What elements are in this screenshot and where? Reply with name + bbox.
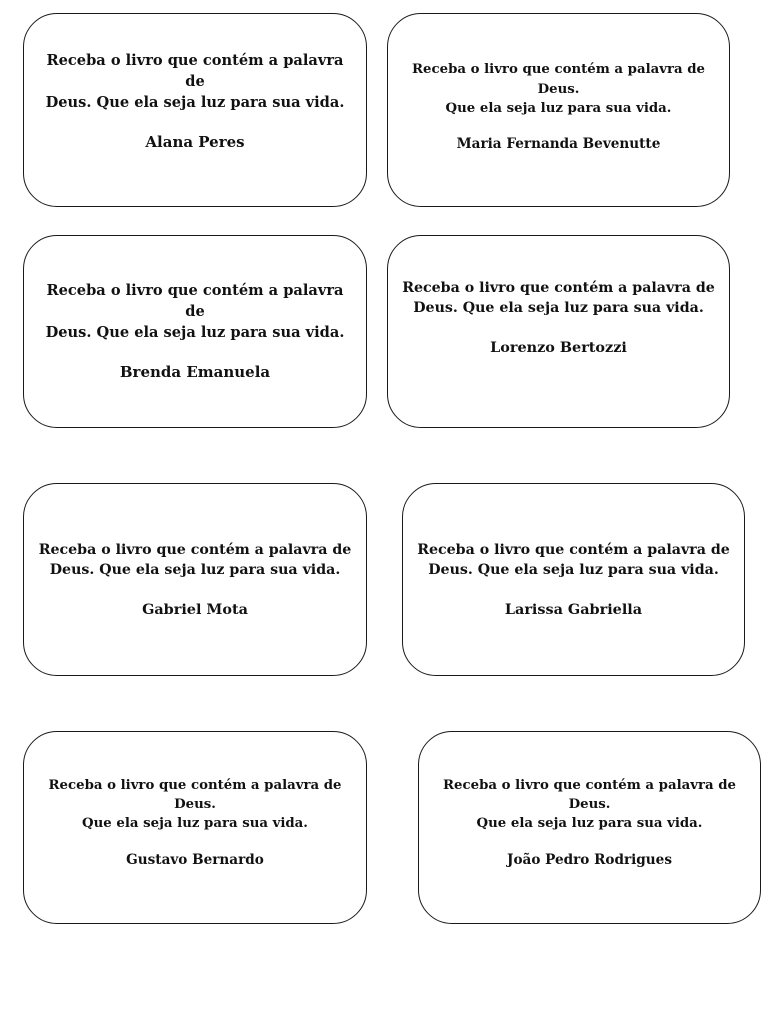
card-message <box>39 540 352 581</box>
card-recipient-name: Lorenzo Bertozzi <box>490 338 627 356</box>
card-message-line-1: Receba o livro que contém a palavra de Deus. <box>412 62 705 97</box>
gift-card-maria-fernanda-bevenutte <box>387 13 730 207</box>
card-message-line-1: Receba o livro que contém a palavra de Deus. <box>48 777 342 813</box>
gift-card-brenda-emanuela <box>23 235 367 428</box>
card-message-line-1: Receba o livro que contém a palavra de <box>46 282 344 321</box>
card-message-line-2: Que ela seja luz para sua vida. <box>82 816 308 832</box>
card-message-line-2: Que ela seja luz para sua vida. <box>445 100 672 116</box>
gift-card-larissa-gabriella <box>402 483 745 676</box>
card-message <box>38 50 352 113</box>
card-message-line-1: Receba o livro que contém a palavra de Deus. <box>443 777 736 813</box>
card-message-line-2: Deus. Que ela seja luz para sua vida. <box>49 562 341 579</box>
gift-card-gabriel-mota <box>23 483 367 676</box>
card-message-line-2: Deus. Que ela seja luz para sua vida. <box>428 562 719 579</box>
card-message-line-1: Receba o livro que contém a palavra de <box>402 279 715 296</box>
card-message-line-2: Que ela seja luz para sua vida. <box>476 816 703 832</box>
gift-card-lorenzo-bertozzi <box>387 235 730 428</box>
card-recipient-name: Larissa Gabriella <box>504 600 643 618</box>
card-message <box>417 540 730 581</box>
card-message <box>402 278 715 319</box>
card-recipient-name: Alana Peres <box>145 132 245 151</box>
card-message <box>433 776 746 834</box>
card-recipient-name: Brenda Emanuela <box>119 363 271 382</box>
card-recipient-name: Gabriel Mota <box>142 600 248 618</box>
card-message-line-1: Receba o livro que contém a palavra de <box>417 541 730 558</box>
gift-card-alana-peres <box>23 13 367 207</box>
card-message-line-2: Deus. Que ela seja luz para sua vida. <box>413 300 704 317</box>
gift-card-joao-pedro-rodrigues <box>418 731 761 924</box>
card-message <box>402 60 715 118</box>
card-message <box>38 776 352 834</box>
card-message-line-2: Deus. Que ela seja luz para sua vida. <box>45 324 345 342</box>
card-recipient-name: Gustavo Bernardo <box>126 851 264 868</box>
gift-card-gustavo-bernardo <box>23 731 367 924</box>
card-message <box>38 280 352 343</box>
card-message-line-2: Deus. Que ela seja luz para sua vida. <box>45 93 345 111</box>
card-recipient-name: João Pedro Rodrigues <box>507 851 672 868</box>
card-message-line-1: Receba o livro que contém a palavra de <box>46 51 344 90</box>
card-message-line-1: Receba o livro que contém a palavra de <box>38 541 352 558</box>
card-recipient-name: Maria Fernanda Bevenutte <box>456 136 661 153</box>
